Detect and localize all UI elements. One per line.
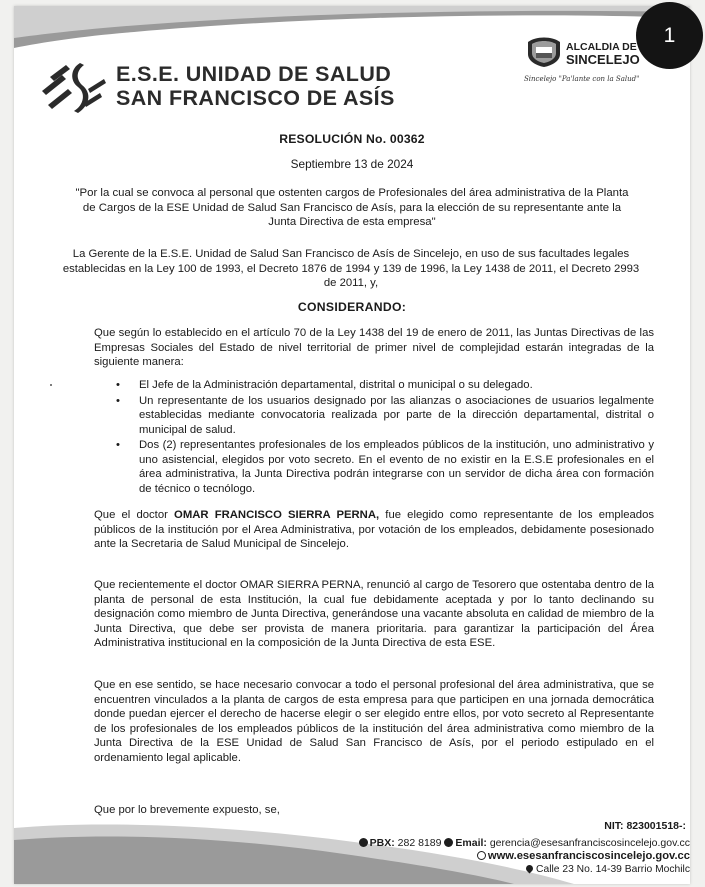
alcaldia-slogan: Sincelejo "Pa'lante con la Salud"	[524, 75, 640, 83]
footer-contact	[310, 820, 690, 876]
globe-icon	[477, 851, 486, 860]
email-value: gerencia@esesanfranciscosincelejo.gov.cc	[486, 837, 690, 849]
list-item: • El Jefe de la Administración departamental, distrital o municipal o su delegado.	[116, 379, 533, 391]
address: Calle 23 No. 14-39 Barrio Mochilc	[536, 864, 690, 875]
alcaldia-line2: SINCELEJO	[566, 52, 640, 66]
p2-lead: Que el doctor	[94, 509, 175, 521]
ese-logo-icon	[40, 59, 106, 115]
bullet-text: El Jefe de la Administración departamental, distrital o municipal o su delegado.	[139, 379, 533, 391]
bullet-text: Dos (2) representantes profesionales de los empleados públicos de la institución, uno administrativo y uno asistencial, elegidos por voto secreto. En el evento de no existir en la E.S.E profesionales en el área administrativa, la Junta Directiva podrán integrarse con un servidor de dicha área con formación de técnico o tecnólogo.	[139, 439, 654, 495]
phone-email-line	[310, 837, 690, 850]
paragraph-elected-representative	[94, 508, 654, 552]
resolution-subject: "Por la cual se convoca al personal que ostenten cargos de Profesionales del área administrativa de la Planta de Cargos de la ESE Unidad de Salud San Francisco de Asís, para la elección de su representante ante la Junta Directiva de esta empresa"	[75, 187, 629, 229]
website-line	[310, 850, 690, 863]
resolution-number: RESOLUCIÓN No. 00362	[279, 132, 425, 146]
bullet-list	[113, 378, 654, 497]
organization-name	[116, 62, 395, 110]
email-icon	[444, 838, 453, 847]
phone-icon	[359, 838, 368, 847]
location-pin-icon	[525, 864, 535, 874]
p2-rest: fue elegido como representante de los empleados públicos de la institución por el Area Administrativa, por votación de los empleados, debidamente posesionado ante la Secretaria de Salud Municipal de Sincelejo.	[94, 509, 655, 550]
pbx-value: 282 8189	[394, 837, 442, 849]
address-line	[310, 863, 690, 876]
representative-name: OMAR FRANCISCO SIERRA PERNA,	[174, 509, 380, 521]
page-number-badge[interactable]: 1	[636, 2, 703, 69]
paragraph-convocation: Que en ese sentido, se hace necesario convocar a todo el personal profesional del área administrativa, que se encuentren vinculados a la planta de cargos de esta empresa para que participen en una jornada democrática donde puedan ejercer el derecho de hacerse elegir o ser elegido entre ellos, por voto secreto al Representante de los profesionales de los empleados públicos de la institución del área administrativa como miembro de la Junta Directiva de la ESE Unidad de Salud San Francisco de Asís, por el periodo estipulado en el ordenamiento legal aplicable.	[94, 679, 654, 764]
resolution-date: Septiembre 13 de 2024	[290, 157, 414, 171]
paragraph-closing: Que por lo brevemente expuesto, se,	[94, 804, 280, 816]
document-page	[14, 6, 690, 884]
org-name-line2: SAN FRANCISCO DE ASÍS	[116, 86, 395, 110]
org-name-line1: E.S.E. UNIDAD DE SALUD	[116, 62, 392, 86]
pbx-label: PBX:	[369, 837, 395, 849]
paragraph-resignation: Que recientemente el doctor OMAR SIERRA PERNA, renunció al cargo de Tesorero que ostentaba dentro de la planta de personal de esta Institución, la cual fue debidamente aceptada y por lo tanto declinando su designación como miembro de Junta Directiva, generándose una vacante absoluta en calidad de miembro de la Junta Directiva, que debe ser provista de manera prioritaria. para garantizar la participación del Área Administrativa institucional en la composición de la Junta Directiva de esta ESE.	[94, 579, 654, 649]
website: www.esesanfranciscosincelejo.gov.cc	[487, 850, 690, 862]
alcaldia-line1: ALCALDÍA DE	[566, 42, 637, 53]
paragraph-junta-composition: Que según lo establecido en el artículo 70 de la Ley 1438 del 19 de enero de 2011, las Juntas Directivas de las Empresas Sociales del Estado de nivel territorial de primer nivel de complejidad estarán integradas de la siguiente manera:	[94, 327, 654, 368]
bullet-text: Un representante de los usuarios designado por las alianzas o asociaciones de usuarios legalmente establecidas mediante convocatoria realizada por parte de la dirección departamental, distrital o municipal de salud.	[139, 394, 654, 436]
list-item: • Dos (2) representantes profesionales de los empleados públicos de la institución, uno administrativo y uno asistencial, elegidos por voto secreto. En el evento de no existir en la E.S.E profesionales en el área administrativa, la Junta Directiva podrán integrarse con un servidor de dicha área con formación de técnico o tecnólogo.	[116, 439, 654, 495]
considerando-heading: CONSIDERANDO:	[297, 300, 407, 314]
scan-speck	[50, 384, 52, 386]
resolution-intro: La Gerente de la E.S.E. Unidad de Salud San Francisco de Asís de Sincelejo, en uso de sus facultades legales establecidas en la Ley 100 de 1993, el Decreto 1876 de 1994 y 139 de 1996, la Ley 1438 de 2011, el Decreto 2993 de 2011, y,	[62, 248, 640, 290]
nit-number: NIT: 823001518-:	[604, 820, 686, 832]
email-label: Email:	[455, 837, 487, 849]
list-item: • Un representante de los usuarios designado por las alianzas o asociaciones de usuarios legalmente establecidas mediante convocatoria realizada por parte de la dirección departamental, distrital o municipal de salud.	[116, 394, 654, 436]
alcaldia-shield-icon	[524, 34, 564, 68]
